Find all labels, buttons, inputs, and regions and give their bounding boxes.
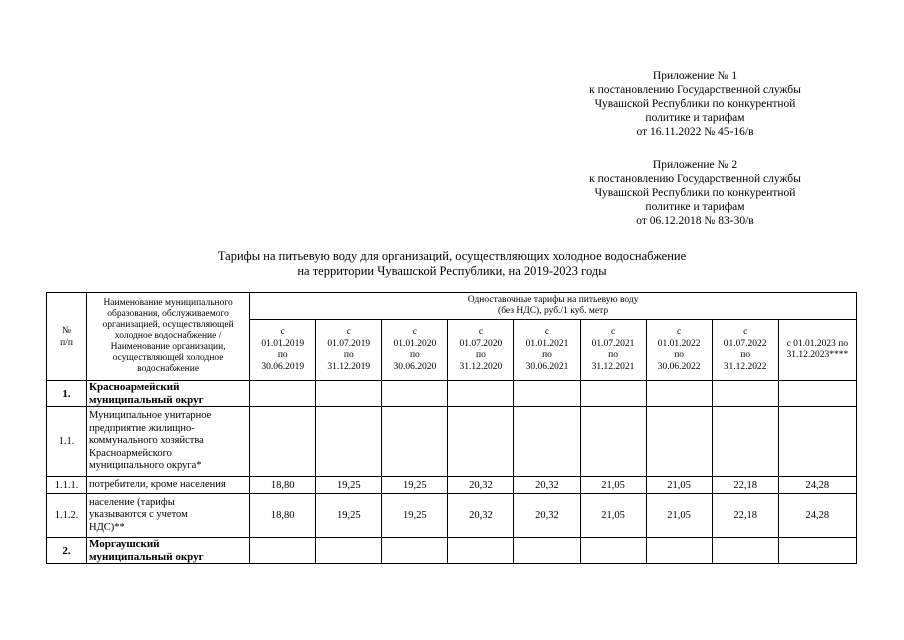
tariff-cell bbox=[250, 538, 316, 564]
period-line: с bbox=[544, 327, 550, 337]
period-line: 30.06.2021 bbox=[525, 361, 569, 372]
period-header bbox=[712, 320, 778, 381]
appendix-2-line: Чувашской Республики по конкурентной bbox=[594, 187, 796, 199]
period-line: 01.07.2022 bbox=[723, 338, 767, 349]
appendix-1-line: Чувашской Республики по конкурентной bbox=[594, 98, 796, 110]
appendix-2-line: Приложение № 2 bbox=[652, 159, 738, 171]
row-number: 1.1. bbox=[47, 407, 87, 477]
row-name-line: Муниципальное унитарное bbox=[89, 410, 212, 422]
tariff-cell bbox=[514, 407, 580, 477]
period-header bbox=[778, 320, 856, 381]
period-line: 01.01.2019 bbox=[261, 338, 305, 349]
header-number-line: № bbox=[61, 325, 72, 336]
tariff-cell bbox=[646, 538, 712, 564]
period-line: 31.12.2022 bbox=[723, 361, 767, 372]
period-header bbox=[580, 320, 646, 381]
period-line: с bbox=[478, 327, 484, 337]
period-line: по bbox=[542, 350, 552, 360]
period-line: по bbox=[343, 350, 354, 360]
period-line: 30.06.2019 bbox=[261, 361, 305, 372]
period-line: по bbox=[674, 350, 685, 360]
row-name bbox=[87, 381, 250, 407]
tariff-cell bbox=[712, 538, 778, 564]
table-row bbox=[47, 477, 857, 494]
tariff-cell: 20,32 bbox=[514, 477, 580, 494]
row-name bbox=[87, 477, 250, 494]
tariff-cell bbox=[778, 381, 856, 407]
period-line: 30.06.2022 bbox=[657, 361, 701, 372]
period-line: 01.07.2019 bbox=[327, 338, 371, 349]
period-line: 30.06.2020 bbox=[393, 361, 437, 372]
header-tariff-group bbox=[250, 293, 857, 320]
tariff-cell: 21,05 bbox=[580, 494, 646, 538]
period-header bbox=[646, 320, 712, 381]
period-line: 01.01.2020 bbox=[393, 338, 437, 349]
row-name-line: население (тарифы bbox=[89, 496, 175, 508]
appendix-1-line: от 16.11.2022 № 45-16/в bbox=[636, 126, 754, 138]
row-name-line: потребители, кроме населения bbox=[89, 478, 226, 490]
tariff-cell bbox=[448, 538, 514, 564]
tariff-cell: 19,25 bbox=[316, 494, 382, 538]
title-line-2: на территории Чувашской Республики, на 2019-2023 годы bbox=[297, 264, 607, 278]
header-tariff-group-line: (без НДС), руб./1 куб. метр bbox=[498, 306, 609, 316]
tariff-cell bbox=[646, 407, 712, 477]
period-header bbox=[448, 320, 514, 381]
row-number: 1.1.2. bbox=[47, 494, 87, 538]
period-line: с bbox=[677, 327, 682, 337]
period-line: с bbox=[280, 327, 285, 337]
period-header bbox=[250, 320, 316, 381]
row-name-line: указываются с учетом bbox=[89, 509, 188, 521]
row-name-line: Красноармейский bbox=[89, 381, 180, 393]
header-row-1 bbox=[47, 293, 857, 320]
tariff-cell bbox=[580, 538, 646, 564]
tariff-cell: 21,05 bbox=[646, 477, 712, 494]
row-name-line: муниципального округа* bbox=[89, 460, 202, 472]
appendix-2-line: политике и тарифам bbox=[645, 201, 745, 213]
period-line: с 01.01.2023 по bbox=[786, 338, 849, 349]
tariff-cell: 20,32 bbox=[514, 494, 580, 538]
tariff-cell bbox=[580, 381, 646, 407]
row-name-line: Моргаушский bbox=[89, 538, 160, 550]
header-number-line: п/п bbox=[60, 337, 73, 348]
appendix-1-line: Приложение № 1 bbox=[652, 70, 738, 82]
tariff-cell bbox=[778, 538, 856, 564]
period-line: 01.01.2021 bbox=[525, 338, 569, 349]
tariff-cell bbox=[514, 538, 580, 564]
tariff-cell: 18,80 bbox=[250, 494, 316, 538]
period-line: 31.12.2021 bbox=[591, 361, 635, 372]
tariff-cell: 24,28 bbox=[778, 494, 856, 538]
tariff-cell bbox=[316, 538, 382, 564]
period-line: по bbox=[476, 350, 486, 360]
period-line: 01.01.2022 bbox=[657, 338, 701, 349]
row-name bbox=[87, 407, 250, 477]
period-line: с bbox=[346, 327, 351, 337]
period-header bbox=[382, 320, 448, 381]
period-line: по bbox=[740, 350, 751, 360]
tariff-cell bbox=[448, 381, 514, 407]
tariff-cell: 20,32 bbox=[448, 494, 514, 538]
table-row bbox=[47, 538, 857, 564]
tariff-cell bbox=[712, 407, 778, 477]
appendix-2-line: от 06.12.2018 № 83-30/в bbox=[636, 215, 754, 227]
period-header bbox=[514, 320, 580, 381]
tariff-cell: 21,05 bbox=[646, 494, 712, 538]
row-name-line: НДС)** bbox=[89, 521, 125, 533]
title-line-1: Тарифы на питьевую воду для организаций, осуществляющих холодное водоснабжение bbox=[217, 249, 687, 263]
row-name-line: предприятие жилищно- bbox=[89, 422, 195, 434]
period-line: по bbox=[608, 350, 618, 360]
tariff-cell bbox=[712, 381, 778, 407]
tariff-cell: 22,18 bbox=[712, 477, 778, 494]
appendix-2-block bbox=[560, 158, 830, 228]
period-line: с bbox=[743, 327, 748, 337]
row-number: 1. bbox=[47, 381, 87, 407]
header-number bbox=[47, 293, 87, 381]
header-name: Наименование муниципального образования, обслуживаемого организацией, осуществляющей холодное водоснабжение / Наименование организации, осуществляющей холодное водоснабжение bbox=[87, 293, 250, 381]
period-line: 01.07.2021 bbox=[591, 338, 635, 349]
row-name bbox=[87, 538, 250, 564]
tariff-cell: 20,32 bbox=[448, 477, 514, 494]
tariff-cell: 18,80 bbox=[250, 477, 316, 494]
period-header bbox=[316, 320, 382, 381]
tariff-cell bbox=[316, 407, 382, 477]
tariff-cell: 21,05 bbox=[580, 477, 646, 494]
period-line: по bbox=[409, 350, 420, 360]
tariff-cell bbox=[778, 407, 856, 477]
tariff-cell bbox=[448, 407, 514, 477]
row-number: 2. bbox=[47, 538, 87, 564]
period-line: по bbox=[277, 350, 288, 360]
tariff-cell: 19,25 bbox=[382, 477, 448, 494]
period-line: 01.07.2020 bbox=[459, 338, 503, 349]
tariff-cell bbox=[316, 381, 382, 407]
row-name-line: муниципальный округ bbox=[89, 550, 204, 563]
document-title bbox=[150, 249, 754, 279]
period-line: 31.12.2023**** bbox=[786, 350, 849, 360]
table-row bbox=[47, 381, 857, 407]
row-name-line: муниципальный округ bbox=[89, 393, 204, 406]
tariff-cell: 22,18 bbox=[712, 494, 778, 538]
tariff-table bbox=[46, 292, 857, 564]
tariff-cell bbox=[580, 407, 646, 477]
tariff-cell: 19,25 bbox=[316, 477, 382, 494]
period-line: 31.12.2019 bbox=[327, 361, 371, 372]
table-row bbox=[47, 494, 857, 538]
tariff-cell: 19,25 bbox=[382, 494, 448, 538]
tariff-cell bbox=[250, 407, 316, 477]
header-tariff-group-line: Одноставочные тарифы на питьевую воду bbox=[467, 295, 639, 305]
period-line: 31.12.2020 bbox=[459, 361, 503, 372]
period-line: с bbox=[610, 327, 616, 337]
period-line: с bbox=[412, 327, 417, 337]
table-row bbox=[47, 407, 857, 477]
tariff-cell bbox=[382, 538, 448, 564]
row-name-line: коммунального хозяйства bbox=[89, 435, 204, 447]
tariff-cell bbox=[382, 407, 448, 477]
tariff-cell bbox=[250, 381, 316, 407]
appendix-1-line: к постановлению Государственной службы bbox=[589, 84, 801, 96]
appendix-1-line: политике и тарифам bbox=[645, 112, 745, 124]
row-name-line: Красноармейского bbox=[89, 447, 172, 459]
row-name bbox=[87, 494, 250, 538]
appendix-2-line: к постановлению Государственной службы bbox=[589, 173, 801, 185]
row-number: 1.1.1. bbox=[47, 477, 87, 494]
tariff-cell bbox=[382, 381, 448, 407]
tariff-cell: 24,28 bbox=[778, 477, 856, 494]
tariff-cell bbox=[514, 381, 580, 407]
tariff-cell bbox=[646, 381, 712, 407]
appendix-1-block bbox=[560, 69, 830, 139]
